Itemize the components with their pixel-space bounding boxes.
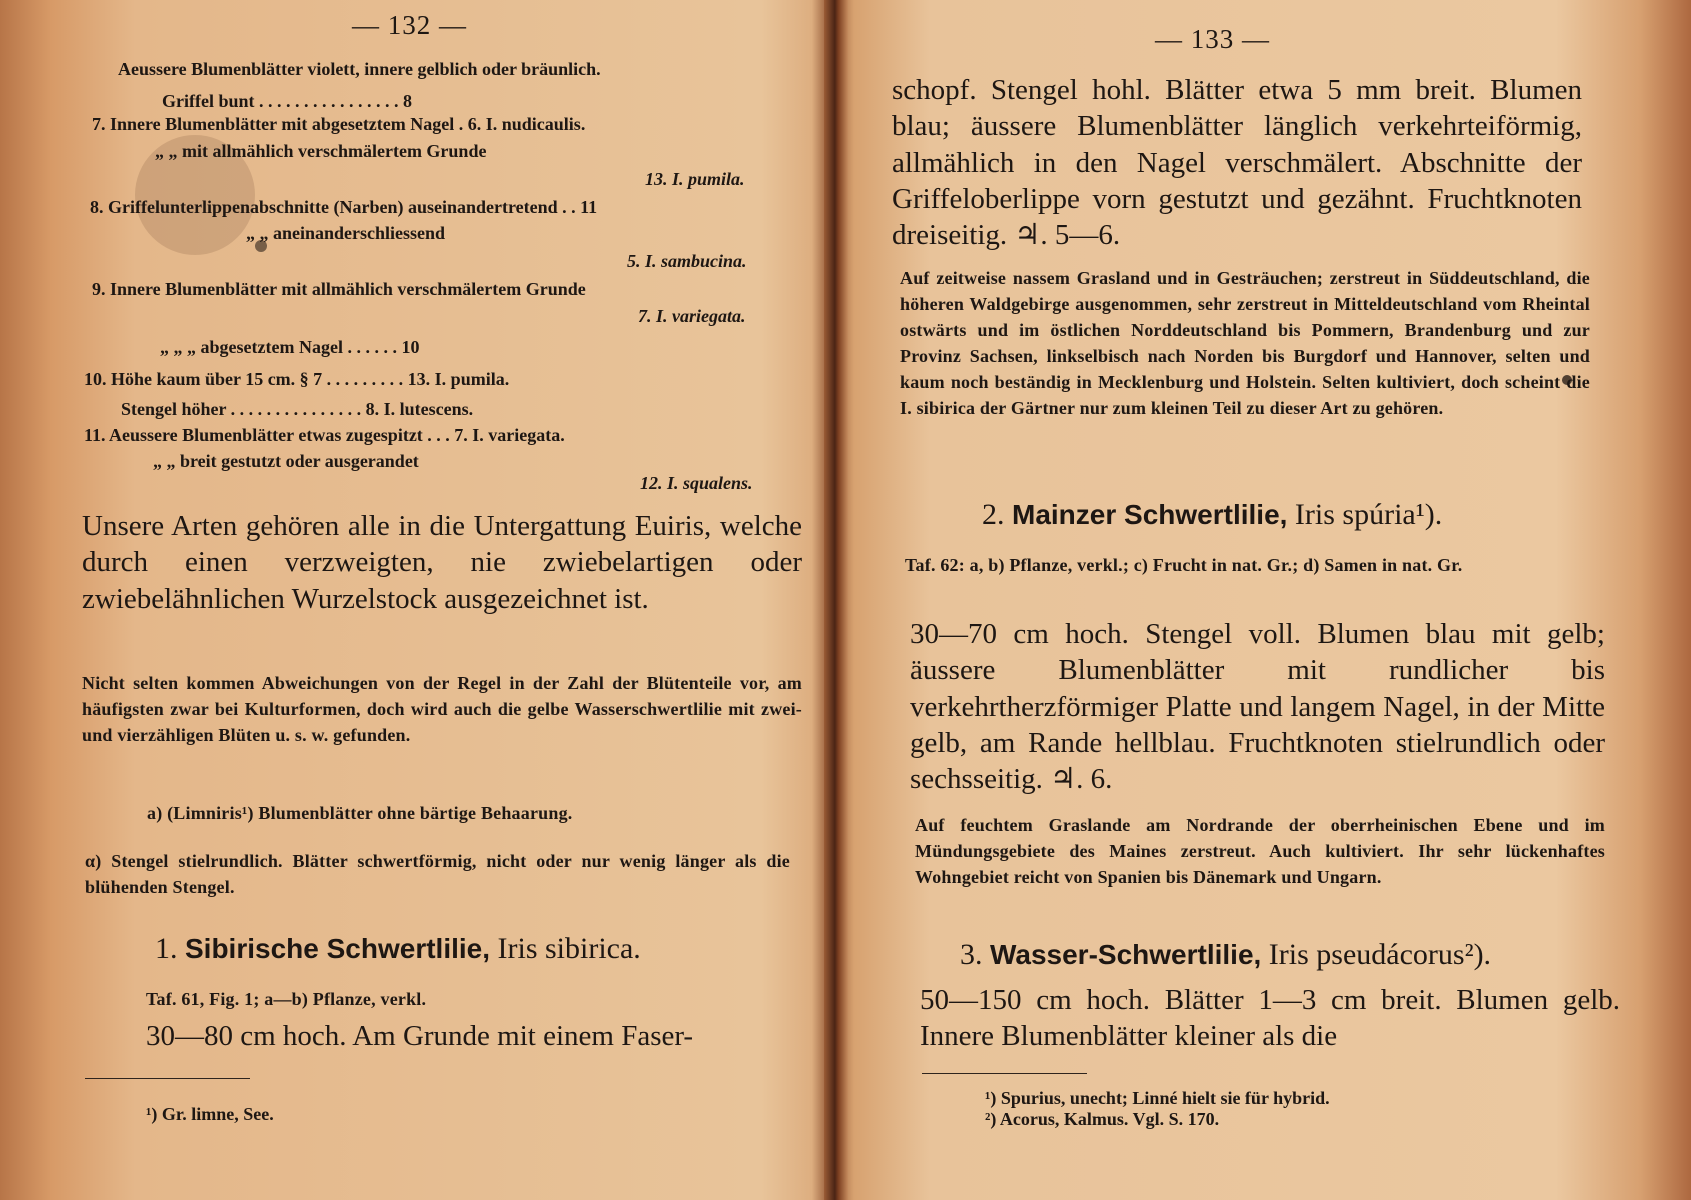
page-number: — 133 — (1155, 24, 1270, 54)
main-paragraph: Unsere Arten gehören alle in die Untergattung Euiris, welche durch einen verzweigten, nie zwiebelartigen oder zwiebelähnlichen Wurzelstock ausgezeichnet ist. (82, 510, 802, 615)
key-line: 7. Innere Blumenblätter mit abgesetztem Nagel . 6. I. nudicaulis. (92, 114, 586, 134)
species-latin-name: Iris pseudácorus²). (1268, 938, 1492, 971)
footnote: ¹) Spurius, unecht; Linné hielt sie für hybrid. (985, 1088, 1330, 1108)
species-heading (155, 934, 641, 964)
species-latin-name: Iris sibirica. (497, 932, 641, 965)
species-heading (960, 940, 1491, 970)
habitat-paragraph: Auf feuchtem Graslande am Nordrande der oberrheinischen Ebene und im Mündungsgebiete des Maines zerstreut. Auch kultiviert. Ihr sehr lückenhaftes Wohngebiet reicht von Spanien bis Dänemark und Ungarn. (915, 815, 1605, 888)
key-line: 9. Innere Blumenblätter mit allmählich verschmälertem Grunde (92, 279, 586, 299)
species-description: 30—70 cm hoch. Stengel voll. Blumen blau mit gelb; äussere Blumenblätter mit rundlicher bis verkehrtherzförmiger Platte und langem Nagel, in der Mitte gelb, am Rande hellblau. Fruchtknoten stielrundlich oder sechsseitig. ♃. 6. (910, 618, 1605, 795)
species-number: 2. (982, 498, 1005, 531)
species-latin-name: Iris spúria¹). (1294, 498, 1443, 531)
key-result: 7. I. variegata. (638, 306, 746, 326)
key-result: 13. I. pumila. (645, 169, 745, 189)
key-line: Aeussere Blumenblätter violett, innere gelblich oder bräunlich. (118, 59, 601, 79)
book-gutter (824, 0, 848, 1200)
footnote: ¹) Gr. limne, See. (146, 1104, 274, 1124)
key-line: „ „ mit allmählich verschmälertem Grunde (155, 141, 487, 161)
footnote-rule (85, 1078, 250, 1079)
key-result: 12. I. squalens. (640, 473, 753, 493)
left-page (0, 0, 824, 1200)
key-result: 5. I. sambucina. (627, 251, 747, 271)
page-number: — 132 — (352, 10, 467, 40)
key-line: „ „ aneinanderschliessend (246, 223, 446, 243)
species-number: 3. (960, 938, 983, 971)
subgroup-heading: a) (Limniris¹) Blumenblätter ohne bärtige Behaarung. (147, 803, 573, 823)
plate-reference: Taf. 61, Fig. 1; a—b) Pflanze, verkl. (146, 989, 427, 1009)
plate-reference: Taf. 62: a, b) Pflanze, verkl.; c) Frucht in nat. Gr.; d) Samen in nat. Gr. (905, 555, 1463, 575)
subgroup-description: α) Stengel stielrundlich. Blätter schwertförmig, nicht oder nur wenig länger als die blühenden Stengel. (85, 851, 790, 898)
species-description-continued: schopf. Stengel hohl. Blätter etwa 5 mm breit. Blumen blau; äussere Blumenblätter länglich verkehrteiförmig, allmählich in den Nagel verschmälert. Abschnitte der Griffeloberlippe vorn gestutzt und gezähnt. Fruchtknoten dreiseitig. ♃. 5—6. (892, 74, 1582, 251)
species-heading (982, 500, 1442, 530)
species-description: 50—150 cm hoch. Blätter 1—3 cm breit. Blumen gelb. Innere Blumenblätter kleiner als die (920, 984, 1620, 1053)
habitat-paragraph: Auf zeitweise nassem Grasland und in Gesträuchen; zerstreut in Süddeutschland, die höheren Waldgebirge ausgenommen, sehr zerstreut in Mitteldeutschland vom Rheintal ostwärts und im östlichen Norddeutschland bis Pommern, Brandenburg und zur Provinz Sachsen, linkselbisch nach Norden bis Burgdorf und Hannover, selten und kaum noch beständig in Mecklenburg und Holstein. Selten kultiviert, doch scheint die I. sibirica der Gärtner nur zum kleinen Teil zu dieser Art zu gehören. (900, 268, 1590, 419)
key-line: 8. Griffelunterlippenabschnitte (Narben) auseinandertretend . . 11 (90, 197, 598, 217)
footnote: ²) Acorus, Kalmus. Vgl. S. 170. (985, 1109, 1220, 1129)
species-common-name: Wasser-Schwertlilie, (990, 939, 1262, 970)
species-common-name: Mainzer Schwertlilie, (1012, 499, 1288, 530)
note-paragraph: Nicht selten kommen Abweichungen von der Regel in der Zahl der Blütenteile vor, am häufigsten zwar bei Kulturformen, doch wird auch die gelbe Wasserschwertlilie mit zwei- und vierzähligen Blüten u. s. w. gefunden. (82, 673, 802, 746)
key-line: Griffel bunt . . . . . . . . . . . . . . . . 8 (162, 91, 412, 111)
key-line: 11. Aeussere Blumenblätter etwas zugespitzt . . . 7. I. variegata. (84, 425, 565, 445)
key-line: „ „ breit gestutzt oder ausgerandet (153, 451, 419, 471)
species-number: 1. (155, 932, 178, 965)
key-line: 10. Höhe kaum über 15 cm. § 7 . . . . . . . . . 13. I. pumila. (84, 369, 510, 389)
species-description: 30—80 cm hoch. Am Grunde mit einem Faser- (146, 1020, 694, 1052)
key-line: „ „ „ abgesetztem Nagel . . . . . . 10 (160, 337, 420, 357)
key-line: Stengel höher . . . . . . . . . . . . . . . 8. I. lutescens. (121, 399, 474, 419)
species-common-name: Sibirische Schwertlilie, (185, 933, 491, 964)
footnote-rule (922, 1073, 1087, 1074)
